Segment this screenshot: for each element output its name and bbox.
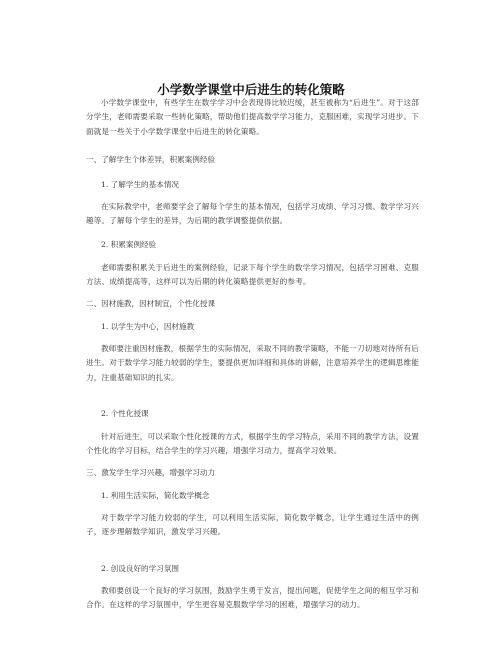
section-1-sub-2-heading: 2. 积累案例经验 xyxy=(101,240,157,249)
section-2-sub-2-heading: 2. 个性化授课 xyxy=(101,409,149,418)
section-3-sub-1-text: 对于数学学习能力较弱的学生，可以利用生活实际，简化数学概念，让学生通过生活中的例子，逐步理解数学知识，激发学习兴趣。 xyxy=(86,513,419,537)
section-1-sub-1-text: 在实际教学中，老师要学会了解每个学生的基本情况，包括学习成绩、学习习惯、数学学习兴趣等。了解每个学生的差异，为后期的教学调整提供依据。 xyxy=(86,202,419,226)
section-3-sub-2-heading: 2. 创设良好的学习氛围 xyxy=(101,564,180,573)
section-1-sub-2-text: 老师需要积累关于后进生的案例经验，记录下每个学生的数学学习情况，包括学习困难、克服方法、成绩提高等，这样可以为后期的转化策略提供更好的参考。 xyxy=(86,263,419,287)
section-3-sub-1-heading: 1. 利用生活实际，简化数学概念 xyxy=(101,491,210,500)
section-1-sub-1-heading: 1. 了解学生的基本情况 xyxy=(101,180,180,189)
section-2-sub-2-text: 针对后进生，可以采取个性化授课的方式，根据学生的学习特点，采用不同的教学方法，设置个性化的学习目标，结合学生的学习兴趣，增强学习动力，提高学习效果。 xyxy=(86,432,419,456)
section-2-sub-1-heading: 1. 以学生为中心，因材施教 xyxy=(101,322,195,331)
section-1-heading: 一、了解学生个体差异，积累案例经验 xyxy=(86,155,216,164)
section-2-heading: 二、因材施教，因材制宜，个性化授课 xyxy=(86,299,216,308)
document-title: 小学数学课堂中后进生的转化策略 xyxy=(157,82,345,97)
intro-paragraph: 小学数学课堂中，有些学生在数学学习中会表现得比较迟缓，甚至被称为“后进生”。对于这部分学生，老师需要采取一些转化策略，帮助他们提高数学学习能力，克服困难，实现学习进步。下面就是一些关于小学数学课堂中后进生的转化策略。 xyxy=(86,98,419,136)
section-3-sub-2-text: 教师要创设一个良好的学习氛围，鼓励学生勇于发言，提出问题，促使学生之间的相互学习和合作。在这样的学习氛围中，学生更容易克服数学学习的困难，增强学习的动力。 xyxy=(86,586,419,610)
section-2-sub-1-text: 教师要注重因材施教，根据学生的实际情况，采取不同的教学策略，不能一刀切地对待所有后进生。对于数学学习能力较弱的学生，要提供更加详细和具体的讲解，注意培养学生的逻辑思维能力，注重基础知识的扎实。 xyxy=(86,344,419,382)
section-3-heading: 三、激发学生学习兴趣，增强学习动力 xyxy=(86,468,216,477)
